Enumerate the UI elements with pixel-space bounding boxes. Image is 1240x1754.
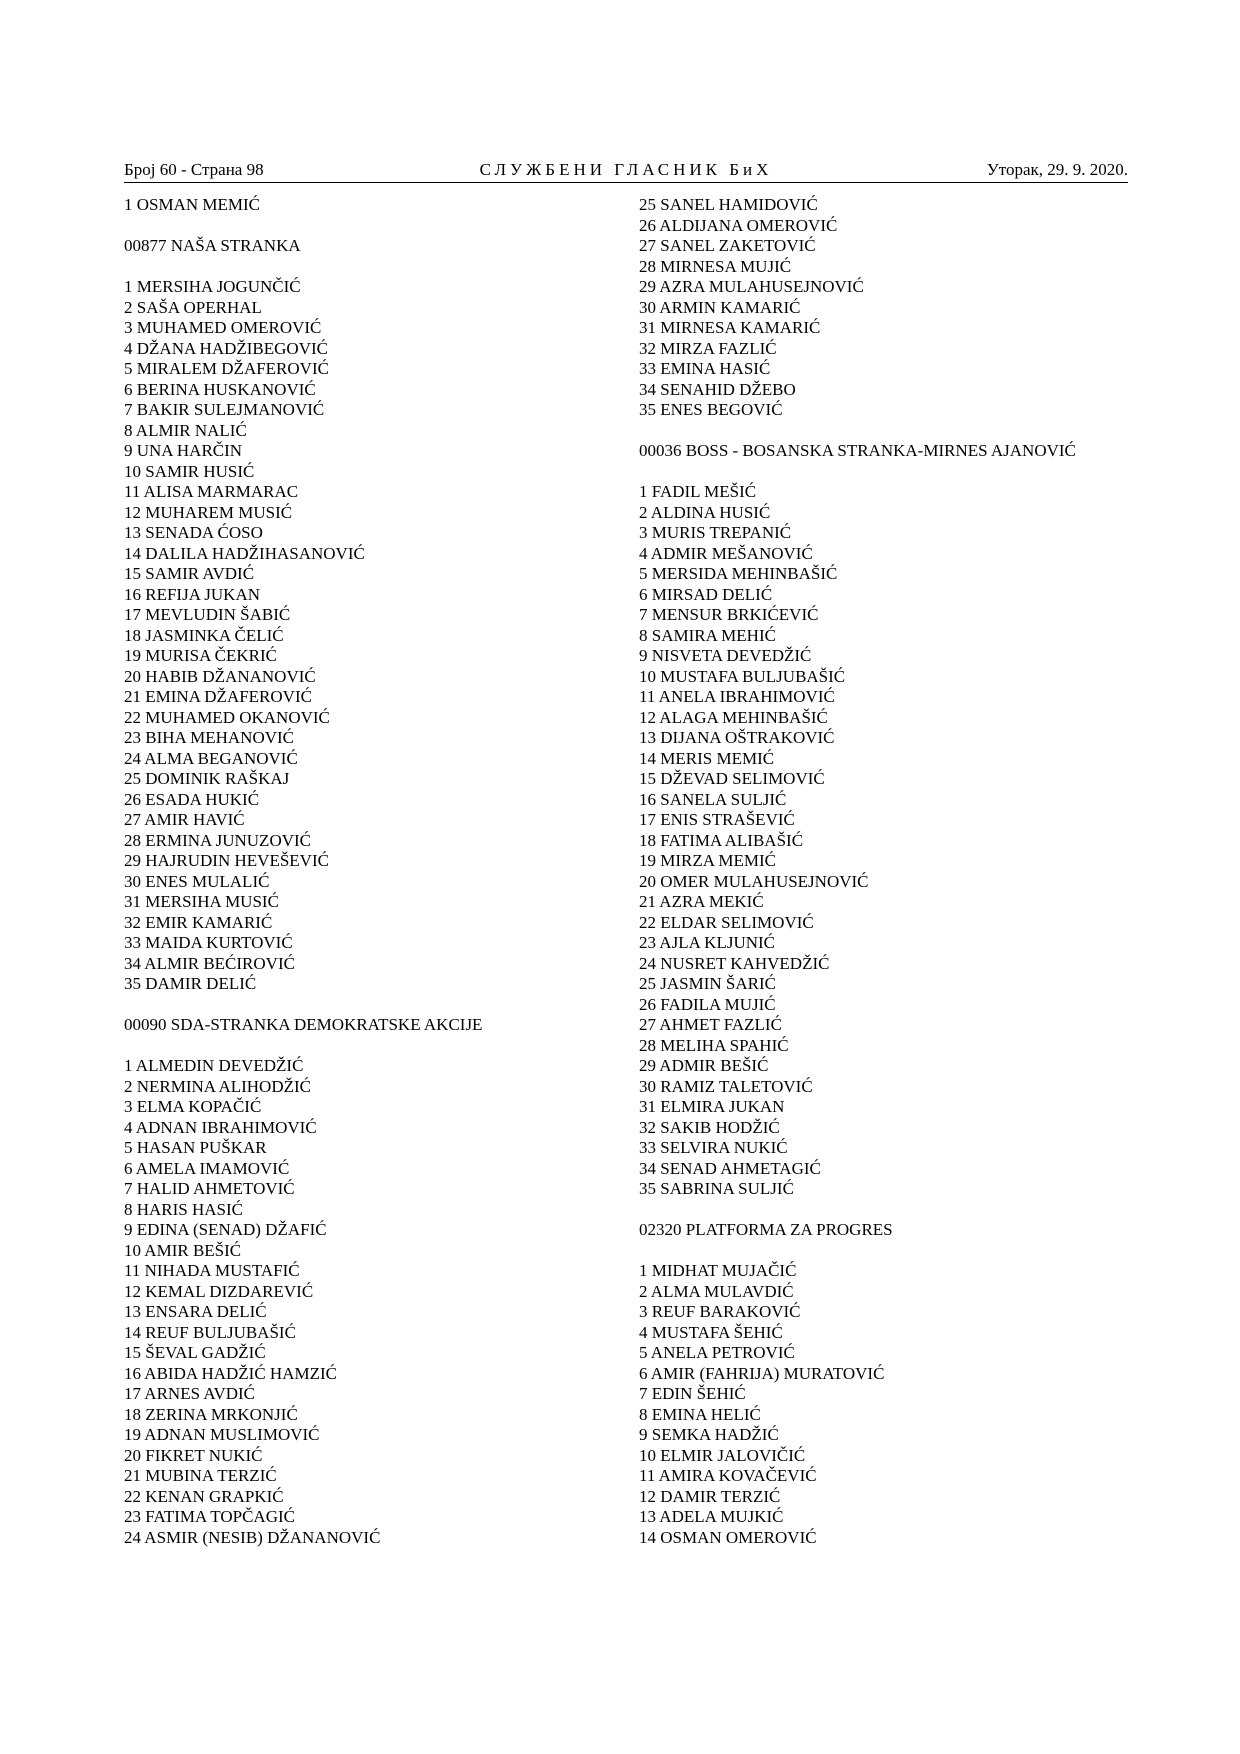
candidate-entry: 3 ELMA KOPAČIĆ [124, 1097, 262, 1116]
candidate-entry: 13 SENADA ĆOSO [124, 523, 263, 542]
candidate-entry: 28 MELIHA SPAHIĆ [639, 1035, 789, 1055]
candidate-entry: 12 KEMAL DIZDAREVIĆ [124, 1281, 314, 1301]
candidate-entry: 14 MERIS MEMIĆ [639, 748, 775, 768]
party-heading: 00036 BOSS - BOSANSKA STRANKA-MIRNES AJANOVIĆ [639, 441, 1076, 460]
candidate-entry: 15 SAMIR AVDIĆ [124, 564, 255, 583]
candidate-entry: 4 ADNAN IBRAHIMOVIĆ [124, 1117, 317, 1137]
candidate-entry: 2 SAŠA OPERHAL [124, 297, 262, 317]
candidate-entry: 27 SANEL ZAKETOVIĆ [639, 236, 816, 255]
candidate-entry: 12 ALAGA MEHINBAŠIĆ [639, 707, 828, 727]
spacer [124, 1036, 624, 1057]
header-rule [124, 182, 1128, 183]
party-heading: 02320 PLATFORMA ZA PROGRES [639, 1220, 893, 1239]
candidate-entry: 22 KENAN GRAPKIĆ [124, 1486, 284, 1506]
candidate-entry: 23 BIHA MEHANOVIĆ [124, 728, 294, 747]
candidate-entry: 30 RAMIZ TALETOVIĆ [639, 1076, 813, 1096]
candidate-entry: 12 MUHAREM MUSIĆ [124, 502, 293, 522]
candidate-entry: 18 ZERINA MRKONJIĆ [124, 1404, 298, 1424]
page-header [124, 159, 1128, 181]
candidate-entry: 27 AHMET FAZLIĆ [639, 1015, 782, 1034]
candidate-entry: 8 SAMIRA MEHIĆ [639, 625, 776, 645]
candidate-entry: 15 DŽEVAD SELIMOVIĆ [639, 769, 825, 788]
candidate-entry: 19 MURISA ČEKRIĆ [124, 646, 278, 665]
candidate-entry: 9 SEMKA HADŽIĆ [639, 1425, 779, 1444]
candidate-entry: 9 NISVETA DEVEDŽIĆ [639, 646, 812, 665]
candidate-entry: 22 ELDAR SELIMOVIĆ [639, 912, 814, 932]
candidate-entry: 1 MERSIHA JOGUNČIĆ [124, 277, 301, 296]
candidate-entry: 5 MERSIDA MEHINBAŠIĆ [639, 564, 838, 583]
spacer [124, 216, 624, 237]
candidate-entry: 11 NIHADA MUSTAFIĆ [124, 1261, 300, 1280]
candidate-entry: 34 SENAHID DŽEBO [639, 379, 796, 399]
issue-page-number: Број 60 - Страна 98 [124, 160, 264, 179]
candidate-entry: 16 ABIDA HADŽIĆ HAMZIĆ [124, 1363, 337, 1383]
candidate-entry: 6 BERINA HUSKANOVIĆ [124, 379, 316, 399]
candidate-entry: 13 DIJANA OŠTRAKOVIĆ [639, 728, 835, 747]
candidate-entry: 28 MIRNESA MUJIĆ [639, 256, 792, 276]
candidate-entry: 5 HASAN PUŠKAR [124, 1138, 267, 1157]
candidate-entry: 30 ARMIN KAMARIĆ [639, 297, 801, 317]
right-column [639, 195, 1139, 1548]
candidate-entry: 10 SAMIR HUSIĆ [124, 461, 255, 481]
candidate-entry: 9 EDINA (SENAD) DŽAFIĆ [124, 1220, 327, 1239]
candidate-entry: 7 HALID AHMETOVIĆ [124, 1179, 295, 1198]
candidate-entry: 24 ASMIR (NESIB) DŽANANOVIĆ [124, 1527, 381, 1547]
candidate-entry: 5 ANELA PETROVIĆ [639, 1343, 795, 1362]
candidate-entry: 24 NUSRET KAHVEDŽIĆ [639, 953, 830, 973]
candidate-entry: 8 EMINA HELIĆ [639, 1404, 761, 1424]
candidate-entry: 25 SANEL HAMIDOVIĆ [639, 195, 818, 214]
party-heading: 00877 NAŠA STRANKA [124, 236, 301, 255]
candidate-entry: 34 SENAD AHMETAGIĆ [639, 1158, 821, 1178]
candidate-entry: 31 MIRNESA KAMARIĆ [639, 318, 821, 337]
candidate-entry: 27 AMIR HAVIĆ [124, 810, 245, 829]
candidate-entry: 32 MIRZA FAZLIĆ [639, 338, 777, 358]
candidate-entry: 12 DAMIR TERZIĆ [639, 1486, 781, 1506]
candidate-entry: 31 ELMIRA JUKAN [639, 1097, 785, 1116]
candidate-entry: 3 MUHAMED OMEROVIĆ [124, 318, 322, 337]
candidate-entry: 28 ERMINA JUNUZOVIĆ [124, 830, 311, 850]
candidate-entry: 8 HARIS HASIĆ [124, 1199, 244, 1219]
candidate-entry: 33 MAIDA KURTOVIĆ [124, 933, 293, 952]
candidate-entry: 32 EMIR KAMARIĆ [124, 912, 273, 932]
spacer [124, 995, 624, 1016]
candidate-entry: 21 MUBINA TERZIĆ [124, 1466, 277, 1485]
candidate-entry: 4 DŽANA HADŽIBEGOVIĆ [124, 338, 328, 358]
candidate-entry: 25 DOMINIK RAŠKAJ [124, 769, 290, 788]
candidate-entry: 1 FADIL MEŠIĆ [639, 482, 757, 501]
candidate-entry: 18 JASMINKA ČELIĆ [124, 625, 284, 645]
candidate-entry: 10 ELMIR JALOVIČIĆ [639, 1445, 806, 1465]
candidate-entry: 35 SABRINA SULJIĆ [639, 1179, 794, 1198]
candidate-entry: 34 ALMIR BEĆIROVIĆ [124, 953, 295, 973]
candidate-entry: 3 MURIS TREPANIĆ [639, 523, 792, 542]
candidate-entry: 23 AJLA KLJUNIĆ [639, 933, 776, 952]
candidate-entry: 15 ŠEVAL GADŽIĆ [124, 1343, 266, 1362]
candidate-entry: 26 ESADA HUKIĆ [124, 789, 260, 809]
spacer [124, 257, 624, 278]
candidate-entry: 4 ADMIR MEŠANOVIĆ [639, 543, 813, 563]
candidate-entry: 4 MUSTAFA ŠEHIĆ [639, 1322, 783, 1342]
spacer [639, 462, 1139, 483]
candidate-entry: 8 ALMIR NALIĆ [124, 420, 247, 440]
candidate-entry: 1 OSMAN MEMIĆ [124, 195, 261, 214]
candidate-entry: 14 REUF BULJUBAŠIĆ [124, 1322, 296, 1342]
candidate-entry: 16 REFIJA JUKAN [124, 584, 261, 604]
spacer [639, 1200, 1139, 1221]
candidate-entry: 25 JASMIN ŠARIĆ [639, 974, 776, 993]
candidate-entry: 9 UNA HARČIN [124, 441, 243, 460]
candidate-entry: 14 DALILA HADŽIHASANOVIĆ [124, 543, 365, 563]
candidate-entry: 6 MIRSAD DELIĆ [639, 584, 773, 604]
candidate-entry: 7 EDIN ŠEHIĆ [639, 1384, 746, 1403]
candidate-entry: 16 SANELA SULJIĆ [639, 789, 787, 809]
candidate-entry: 14 OSMAN OMEROVIĆ [639, 1527, 817, 1547]
publication-title: СЛУЖБЕНИ ГЛАСНИК БиХ [479, 160, 773, 179]
candidate-entry: 1 MIDHAT MUJAČIĆ [639, 1261, 797, 1280]
candidate-entry: 5 MIRALEM DŽAFEROVIĆ [124, 359, 329, 378]
candidate-entry: 11 ANELA IBRAHIMOVIĆ [639, 687, 835, 706]
candidate-entry: 20 HABIB DŽANANOVIĆ [124, 666, 316, 686]
candidate-entry: 6 AMELA IMAMOVIĆ [124, 1158, 290, 1178]
candidate-entry: 3 REUF BARAKOVIĆ [639, 1302, 801, 1321]
candidate-entry: 13 ENSARA DELIĆ [124, 1302, 267, 1321]
candidate-entry: 11 AMIRA KOVAČEVIĆ [639, 1466, 817, 1485]
candidate-entry: 2 ALDINA HUSIĆ [639, 502, 771, 522]
candidate-entry: 29 AZRA MULAHUSEJNOVIĆ [639, 277, 864, 296]
candidate-entry: 29 ADMIR BEŠIĆ [639, 1056, 769, 1075]
candidate-entry: 35 ENES BEGOVIĆ [639, 400, 783, 419]
candidate-entry: 17 ENIS STRAŠEVIĆ [639, 810, 795, 829]
candidate-entry: 2 NERMINA ALIHODŽIĆ [124, 1076, 311, 1096]
candidate-entry: 21 AZRA MEKIĆ [639, 892, 764, 911]
candidate-entry: 1 ALMEDIN DEVEDŽIĆ [124, 1056, 304, 1075]
candidate-entry: 7 MENSUR BRKIĆEVIĆ [639, 605, 819, 624]
candidate-entry: 10 AMIR BEŠIĆ [124, 1240, 242, 1260]
candidate-entry: 24 ALMA BEGANOVIĆ [124, 748, 298, 768]
candidate-entry: 22 MUHAMED OKANOVIĆ [124, 707, 330, 727]
left-column [124, 195, 624, 1548]
candidate-entry: 18 FATIMA ALIBAŠIĆ [639, 830, 804, 850]
candidate-entry: 31 MERSIHA MUSIĆ [124, 892, 279, 911]
candidate-entry: 32 SAKIB HODŽIĆ [639, 1117, 780, 1137]
candidate-entry: 17 MEVLUDIN ŠABIĆ [124, 605, 291, 624]
candidate-entry: 26 ALDIJANA OMEROVIĆ [639, 215, 838, 235]
candidate-entry: 11 ALISA MARMARAC [124, 482, 299, 501]
candidate-entry: 33 SELVIRA NUKIĆ [639, 1138, 788, 1157]
spacer [639, 421, 1139, 442]
candidate-entry: 19 MIRZA MEMIĆ [639, 851, 776, 870]
candidate-entry: 30 ENES MULALIĆ [124, 871, 270, 891]
candidate-entry: 35 DAMIR DELIĆ [124, 974, 257, 993]
candidate-entry: 21 EMINA DŽAFEROVIĆ [124, 687, 312, 706]
candidate-entry: 33 EMINA HASIĆ [639, 359, 771, 378]
candidate-entry: 10 MUSTAFA BULJUBAŠIĆ [639, 666, 846, 686]
candidate-entry: 17 ARNES AVDIĆ [124, 1384, 255, 1403]
candidate-entry: 26 FADILA MUJIĆ [639, 994, 776, 1014]
candidate-entry: 29 HAJRUDIN HEVEŠEVIĆ [124, 851, 329, 870]
party-heading: 00090 SDA-STRANKA DEMOKRATSKE AKCIJE [124, 1015, 483, 1034]
candidate-entry: 20 OMER MULAHUSEJNOVIĆ [639, 871, 869, 891]
candidate-entry: 6 AMIR (FAHRIJA) MURATOVIĆ [639, 1363, 885, 1383]
candidate-entry: 20 FIKRET NUKIĆ [124, 1445, 263, 1465]
publication-date: Уторак, 29. 9. 2020. [986, 160, 1128, 179]
candidate-entry: 2 ALMA MULAVDIĆ [639, 1281, 794, 1301]
candidate-entry: 23 FATIMA TOPČAGIĆ [124, 1507, 295, 1526]
candidate-entry: 7 BAKIR SULEJMANOVIĆ [124, 400, 325, 419]
spacer [639, 1241, 1139, 1262]
candidate-entry: 19 ADNAN MUSLIMOVIĆ [124, 1425, 320, 1444]
candidate-entry: 13 ADELA MUJKIĆ [639, 1507, 784, 1526]
